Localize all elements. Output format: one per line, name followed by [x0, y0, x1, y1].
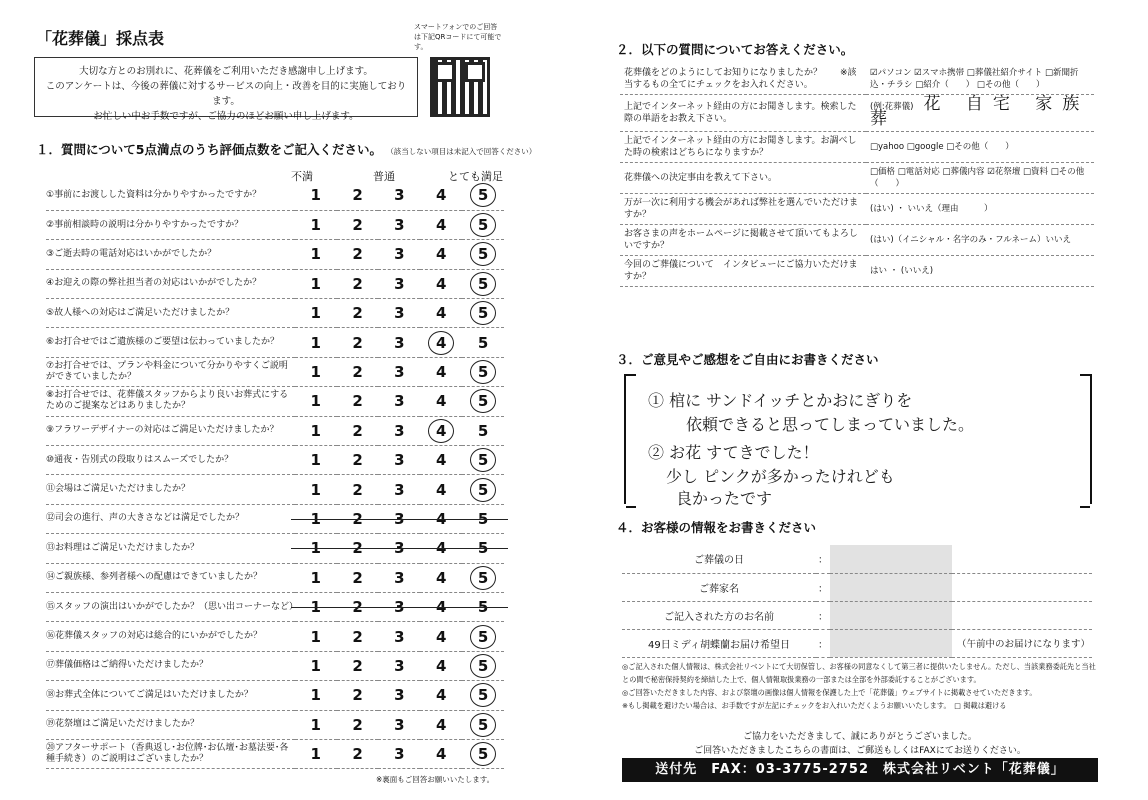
score-option-3[interactable]: 3 [378, 269, 420, 298]
answer-text: (はい) ・ いいえ（理由 ） [870, 204, 993, 214]
qr-note: スマートフォンでのご回答は下記QRコードにて可能です。 [414, 23, 502, 51]
qr-code-icon[interactable] [430, 57, 490, 117]
info-extra [952, 601, 1092, 629]
rating-row [46, 387, 504, 416]
score-option-3[interactable]: 3 [378, 739, 420, 768]
score-option-4[interactable]: 4 [420, 739, 462, 768]
question-text: ⑰葬儀価格はご納得いただけましたか？ [46, 651, 295, 680]
score-option-1[interactable]: 1 [295, 446, 337, 475]
question-text: ⑩通夜・告別式の段取りはスムーズでしたか？ [46, 446, 295, 475]
score-option-3[interactable]: 3 [378, 446, 420, 475]
score-option-4[interactable]: 4 [420, 475, 462, 504]
question-label: 花葬儀への決定事由を教えて下さい。 [620, 163, 866, 194]
score-option-1[interactable]: 1 [295, 299, 337, 328]
score-option-5[interactable]: 5 [462, 181, 504, 210]
question-text: ⑤故人様への対応はご満足いただけましたか？ [46, 299, 295, 328]
score-option-4[interactable]: 4 [420, 181, 462, 210]
score-option-4[interactable]: 4 [420, 328, 462, 357]
selected-circle-icon [470, 448, 496, 472]
selected-circle-icon [470, 566, 496, 590]
rating-row [46, 534, 504, 563]
comment-line: 少し ピンクが多かったけれども [666, 467, 895, 486]
selected-circle-icon [428, 419, 454, 443]
score-option-4[interactable]: 4 [420, 357, 462, 386]
question-label: 花葬儀をどのようにしてお知りになりましたか？ ※該当するもの全てにチェックをお入れください。 [620, 64, 866, 95]
rating-row [46, 446, 504, 475]
redacted-field[interactable] [830, 545, 952, 573]
score-option-2[interactable]: 2 [337, 681, 379, 710]
score-option-5[interactable]: 5 [462, 299, 504, 328]
question-text: ⑨フラワーデザイナーの対応はご満足いただけましたか？ [46, 416, 295, 445]
fax-bar: 送付先 FAX：03-3775-2752 株式会社リベント「花葬儀」 [622, 758, 1098, 782]
score-option-5[interactable]: 5 [462, 446, 504, 475]
back-side-note: ※裏面もご回答お願いいたします。 [376, 775, 495, 784]
privacy-line: ◎ご回答いただきました内容、および祭壇の画像は個人情報を保護した上で「花葬儀」ウェブサイトに掲載させていただきます。 [622, 688, 1037, 697]
rating-row [46, 269, 504, 298]
answer-text: ☑パソコン ☑スマホ携帯 □葬儀社紹介サイト □新聞折込・チラシ □紹介（ ） □その他（ ） [870, 68, 1079, 90]
score-option-5[interactable]: 5 [462, 681, 504, 710]
selected-circle-icon [470, 213, 496, 237]
score-option-5[interactable]: 5 [462, 210, 504, 239]
comment-line: ② お花 すてきでした！ [648, 443, 819, 462]
question-text: ⑦お打合せでは、プランや料金について分かりやすくご説明ができていましたか？ [46, 357, 295, 386]
score-option-2[interactable]: 2 [337, 181, 379, 210]
question-text: ②事前相談時の説明は分かりやすかったですか？ [46, 210, 295, 239]
score-option-4[interactable]: 4 [420, 592, 462, 621]
score-option-4[interactable]: 4 [420, 681, 462, 710]
score-option-4[interactable]: 4 [420, 622, 462, 651]
score-option-1[interactable]: 1 [295, 681, 337, 710]
score-option-4[interactable]: 4 [420, 563, 462, 592]
score-sheet-page [0, 0, 560, 800]
rating-row [46, 240, 504, 269]
rating-row [46, 357, 504, 386]
score-option-1[interactable]: 1 [295, 387, 337, 416]
score-option-3[interactable]: 3 [378, 387, 420, 416]
score-option-2[interactable]: 2 [337, 504, 379, 533]
answer-text: はい ・ (いいえ) [870, 266, 934, 276]
score-option-4[interactable]: 4 [420, 504, 462, 533]
redacted-field[interactable] [830, 629, 952, 657]
score-option-4[interactable]: 4 [420, 651, 462, 680]
score-option-2[interactable]: 2 [337, 328, 379, 357]
info-row [622, 601, 1092, 629]
rating-row [46, 416, 504, 445]
score-option-1[interactable]: 1 [295, 416, 337, 445]
score-option-4[interactable]: 4 [420, 240, 462, 269]
score-option-5[interactable]: 5 [462, 592, 504, 621]
score-option-2[interactable]: 2 [337, 210, 379, 239]
rating-table [46, 181, 504, 769]
score-option-3[interactable]: 3 [378, 328, 420, 357]
question-text: ⑱お葬式全体についてご満足はいただけましたか？ [46, 681, 295, 710]
score-option-3[interactable]: 3 [378, 299, 420, 328]
selected-circle-icon [428, 331, 454, 355]
score-option-4[interactable]: 4 [420, 387, 462, 416]
answer-text: (はい)（イニシャル・名字のみ・フルネーム）いいえ [870, 235, 1072, 245]
scale-low-label: 不満 [291, 170, 313, 183]
score-option-3[interactable]: 3 [378, 534, 420, 563]
score-option-5[interactable]: 5 [462, 504, 504, 533]
score-option-1[interactable]: 1 [295, 357, 337, 386]
score-option-2[interactable]: 2 [337, 240, 379, 269]
score-option-1[interactable]: 1 [295, 710, 337, 739]
rating-row [46, 504, 504, 533]
section-1-note: （該当しない項目は未記入で回答ください） [386, 147, 537, 156]
rating-row [46, 651, 504, 680]
score-option-2[interactable]: 2 [337, 710, 379, 739]
customer-info-table [622, 545, 1092, 658]
comment-line: 依頼できると思ってしまっていました。 [686, 415, 975, 434]
rating-row [46, 739, 504, 768]
answer-options[interactable] [866, 95, 1094, 132]
comment-line: 良かったです [676, 489, 773, 508]
answer-options[interactable] [866, 194, 1094, 225]
question-text: ①事前にお渡しした資料は分かりやすかったですか？ [46, 181, 295, 210]
privacy-line: ◎ご記入された個人情報は、株式会社リベントにて大切保管し、お客様の同意なくして第三者に提供いたしません。ただし、当該業務委託先と当社との間で秘密保持契約を締結した上で、個人情報取扱業務の一部または全部を外部委託することがございます。 [622, 662, 1096, 684]
selected-circle-icon [470, 625, 496, 649]
rating-row [46, 563, 504, 592]
question-text: ④お迎えの際の弊社担当者の対応はいかがでしたか？ [46, 269, 295, 298]
score-option-3[interactable]: 3 [378, 504, 420, 533]
section-3-heading: ３．ご意見やご感想をご自由にお書きください [616, 352, 879, 367]
answer-options[interactable] [866, 256, 1094, 287]
question-label: 万が一次に利用する機会があれば弊社を選んでいただけますか？ [620, 194, 866, 225]
question-text: ⑮スタッフの演出はいかがでしたか？（思い出コーナーなど） [46, 592, 295, 621]
question-label: 上記でインターネット経由の方にお聞きします。お調べした時の検索はどちらになりますか？ [620, 132, 866, 163]
scale-high-label: とても満足 [448, 170, 503, 183]
score-option-1[interactable]: 1 [295, 504, 337, 533]
page-title: 「花葬儀」採点表 [36, 29, 165, 48]
score-option-1[interactable]: 1 [295, 475, 337, 504]
score-option-2[interactable]: 2 [337, 299, 379, 328]
score-option-3[interactable]: 3 [378, 210, 420, 239]
score-option-4[interactable]: 4 [420, 299, 462, 328]
thanks-message [622, 730, 1098, 758]
question-row [620, 194, 1094, 225]
question-text: ⑫司会の進行、声の大きさなどは満足でしたか？ [46, 504, 295, 533]
question-label: お客さまの声をホームページに掲載させて頂いてもよろしいですか？ [620, 225, 866, 256]
score-option-1[interactable]: 1 [295, 534, 337, 563]
score-option-3[interactable]: 3 [378, 416, 420, 445]
score-option-5[interactable]: 5 [462, 475, 504, 504]
score-option-3[interactable]: 3 [378, 622, 420, 651]
question-text: ⑥お打合せではご遺族様のご要望は伝わっていましたか？ [46, 328, 295, 357]
score-option-2[interactable]: 2 [337, 651, 379, 680]
question-row [620, 132, 1094, 163]
score-option-5[interactable]: 5 [462, 328, 504, 357]
score-option-4[interactable]: 4 [420, 534, 462, 563]
score-option-1[interactable]: 1 [295, 181, 337, 210]
selected-circle-icon [470, 683, 496, 707]
rating-row [46, 622, 504, 651]
info-label: 49日ミディ胡蝶蘭お届け希望日 [622, 629, 816, 657]
answer-options[interactable] [866, 163, 1094, 194]
score-option-3[interactable]: 3 [378, 240, 420, 269]
info-extra [952, 573, 1092, 601]
score-option-1[interactable]: 1 [295, 563, 337, 592]
rating-row [46, 681, 504, 710]
answer-text: (例:花葬儀) [870, 102, 914, 112]
selected-circle-icon [470, 183, 496, 207]
privacy-line: ※もし掲載を避けたい場合は、お手数ですが左記にチェックをお入れいただくようお願いいたします。 □ 掲載は避ける [622, 701, 1007, 710]
question-text: ⑪会場はご満足いただけましたか？ [46, 475, 295, 504]
score-option-2[interactable]: 2 [337, 387, 379, 416]
info-colon: ： [816, 573, 830, 601]
question-row [620, 225, 1094, 256]
rating-row [46, 181, 504, 210]
question-text: ⑭ご親族様、参列者様への配慮はできていましたか？ [46, 563, 295, 592]
score-option-2[interactable]: 2 [337, 739, 379, 768]
privacy-notice [622, 660, 1098, 712]
scale-mid-label: 普通 [373, 170, 395, 183]
answer-options[interactable] [866, 225, 1094, 256]
rating-row [46, 328, 504, 357]
section-1-heading [36, 140, 536, 158]
info-row [622, 573, 1092, 601]
selected-circle-icon [470, 713, 496, 737]
section-4-heading: ４．お客様の情報をお書きください [616, 520, 817, 535]
intro-line: 大切な方とのお別れに、花葬儀をご利用いただき感謝申し上げます。 [79, 66, 373, 77]
question-row [620, 64, 1094, 95]
question-row [620, 256, 1094, 287]
score-option-2[interactable]: 2 [337, 534, 379, 563]
question-text: ⑲花祭壇はご満足いただけましたか？ [46, 710, 295, 739]
selected-circle-icon [470, 301, 496, 325]
selected-circle-icon [470, 272, 496, 296]
score-option-5[interactable]: 5 [462, 269, 504, 298]
score-option-2[interactable]: 2 [337, 269, 379, 298]
selected-circle-icon [470, 742, 496, 766]
score-option-3[interactable]: 3 [378, 651, 420, 680]
rating-row [46, 710, 504, 739]
score-option-5[interactable]: 5 [462, 357, 504, 386]
info-row [622, 545, 1092, 573]
info-label: ご葬儀の日 [622, 545, 816, 573]
rating-row [46, 475, 504, 504]
score-option-2[interactable]: 2 [337, 416, 379, 445]
score-option-3[interactable]: 3 [378, 475, 420, 504]
score-option-5[interactable]: 5 [462, 710, 504, 739]
score-option-3[interactable]: 3 [378, 710, 420, 739]
question-text: ⑯花葬儀スタッフの対応は総合的にいかがでしたか？ [46, 622, 295, 651]
score-option-4[interactable]: 4 [420, 446, 462, 475]
rating-row [46, 299, 504, 328]
score-option-4[interactable]: 4 [420, 269, 462, 298]
section-2-heading: ２．以下の質問についてお答えください。 [616, 42, 854, 57]
section-1-title: １．質問について5点満点のうち評価点数をご記入ください。 [36, 142, 382, 157]
score-option-1[interactable]: 1 [295, 622, 337, 651]
intro-line: このアンケートは、今後の葬儀に対するサービスの向上・改善を目的に実施しております。 [45, 81, 407, 107]
selected-circle-icon [470, 360, 496, 384]
score-option-3[interactable]: 3 [378, 681, 420, 710]
score-option-2[interactable]: 2 [337, 357, 379, 386]
score-option-3[interactable]: 3 [378, 563, 420, 592]
score-option-1[interactable]: 1 [295, 269, 337, 298]
questionnaire-page [570, 0, 1148, 800]
handwritten-answer: 花 自宅 家族葬 [870, 94, 1090, 129]
question-text: ③ご逝去時の電話対応はいかがでしたか？ [46, 240, 295, 269]
rating-row [46, 210, 504, 239]
question-label: 上記でインターネット経由の方にお聞きします。検索した際の単語をお教え下さい。 [620, 95, 866, 132]
question-row [620, 95, 1094, 132]
redacted-field[interactable] [830, 601, 952, 629]
thanks-line: ご協力をいただきまして、誠にありがとうございました。 [743, 732, 977, 742]
score-option-5[interactable]: 5 [462, 416, 504, 445]
score-option-4[interactable]: 4 [420, 416, 462, 445]
score-option-3[interactable]: 3 [378, 181, 420, 210]
info-colon: ： [816, 629, 830, 657]
question-table [620, 64, 1094, 287]
score-option-2[interactable]: 2 [337, 592, 379, 621]
answer-options[interactable] [866, 64, 1094, 95]
answer-text: □yahoo □google □その他（ ） [870, 142, 1014, 152]
score-option-1[interactable]: 1 [295, 328, 337, 357]
score-option-1[interactable]: 1 [295, 739, 337, 768]
selected-circle-icon [470, 654, 496, 678]
score-option-5[interactable]: 5 [462, 622, 504, 651]
answer-text: □価格 □電話対応 □葬儀内容 ☑花祭壇 □資料 □その他（ ） [870, 167, 1085, 189]
info-row [622, 629, 1092, 657]
score-option-5[interactable]: 5 [462, 387, 504, 416]
info-colon: ： [816, 545, 830, 573]
score-option-1[interactable]: 1 [295, 592, 337, 621]
selected-circle-icon [470, 478, 496, 502]
score-option-1[interactable]: 1 [295, 210, 337, 239]
info-extra: （午前中のお届けになります） [952, 629, 1092, 657]
answer-options[interactable] [866, 132, 1094, 163]
score-option-5[interactable]: 5 [462, 534, 504, 563]
rating-row [46, 592, 504, 621]
intro-line: お忙しい中お手数ですが、ご協力のほどお願い申し上げます。 [93, 111, 359, 122]
info-colon: ： [816, 601, 830, 629]
comment-line: ① 棺に サンドイッチとかおにぎりを [648, 391, 913, 410]
selected-circle-icon [470, 389, 496, 413]
score-option-2[interactable]: 2 [337, 446, 379, 475]
score-option-5[interactable]: 5 [462, 240, 504, 269]
intro-box [34, 57, 418, 122]
score-option-5[interactable]: 5 [462, 739, 504, 768]
score-option-4[interactable]: 4 [420, 210, 462, 239]
score-option-3[interactable]: 3 [378, 592, 420, 621]
score-option-2[interactable]: 2 [337, 563, 379, 592]
question-row [620, 163, 1094, 194]
question-label: 今回のご葬儀について インタビューにご協力いただけますか？ [620, 256, 866, 287]
score-option-5[interactable]: 5 [462, 563, 504, 592]
info-label: ご葬家名 [622, 573, 816, 601]
question-text: ⑧お打合せでは、花葬儀スタッフからより良いお葬式にするためのご提案などはありましたか？ [46, 387, 295, 416]
selected-circle-icon [470, 242, 496, 266]
info-label: ご記入された方のお名前 [622, 601, 816, 629]
thanks-line: ご回答いただきましたこちらの書面は、ご郵送もしくはFAXにてお送りください。 [694, 746, 1026, 756]
score-option-1[interactable]: 1 [295, 651, 337, 680]
redacted-field[interactable] [830, 573, 952, 601]
score-option-1[interactable]: 1 [295, 240, 337, 269]
comment-box[interactable] [624, 374, 1092, 508]
score-option-4[interactable]: 4 [420, 710, 462, 739]
score-option-2[interactable]: 2 [337, 475, 379, 504]
score-option-2[interactable]: 2 [337, 622, 379, 651]
score-option-5[interactable]: 5 [462, 651, 504, 680]
question-text: ⑬お料理はご満足いただけましたか？ [46, 534, 295, 563]
info-extra [952, 545, 1092, 573]
score-option-3[interactable]: 3 [378, 357, 420, 386]
question-text: ⑳アフターサポート（香典返し･お位牌･お仏壇･お墓法要･各種手続き）のご説明はございましたか？ [46, 739, 295, 768]
